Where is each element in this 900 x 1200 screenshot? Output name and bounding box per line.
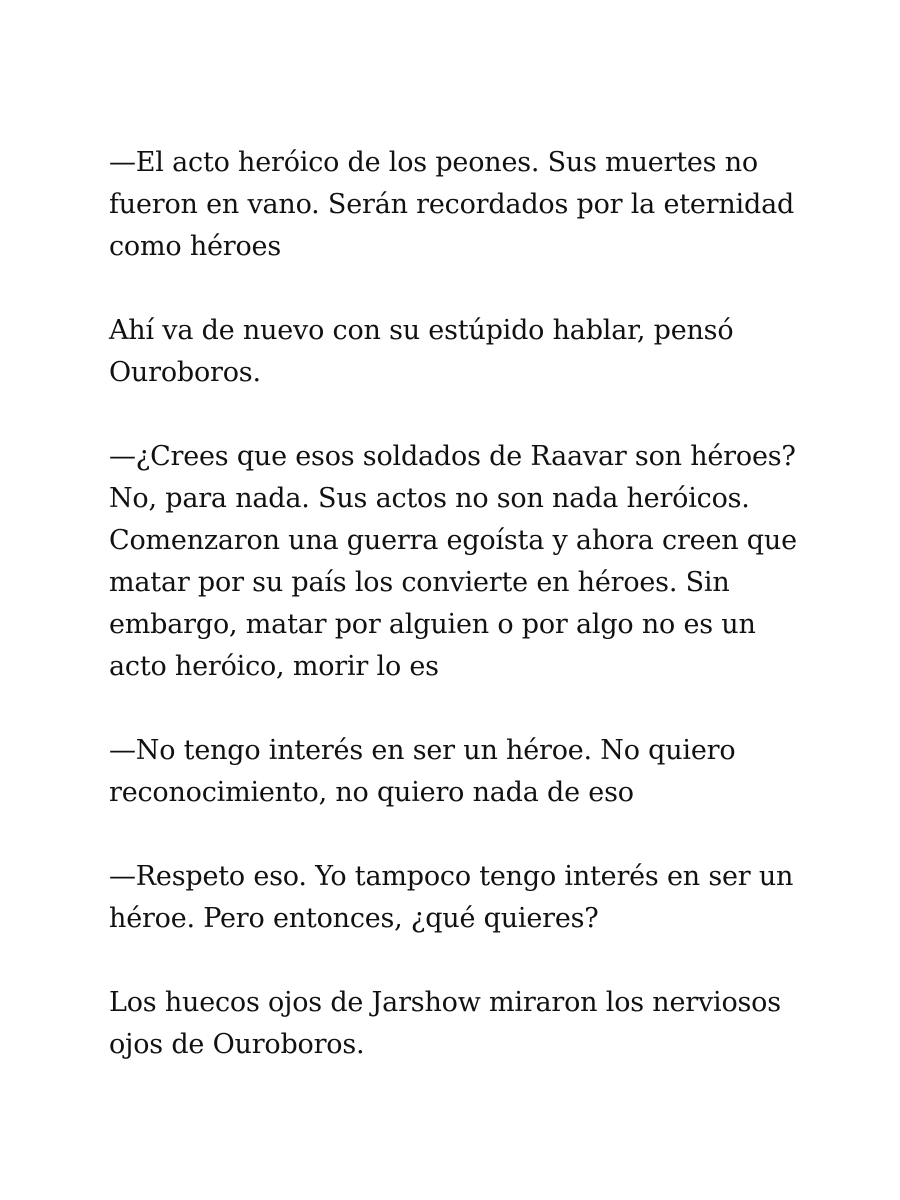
paragraph-jarshow-eyes: Los huecos ojos de Jarshow miraron los nerviosos ojos de Ouroboros. bbox=[109, 987, 781, 1060]
paragraph-dialogue-respect: —Respeto eso. Yo tampoco tengo interés en ser un héroe. Pero entonces, ¿qué quieres? bbox=[109, 861, 794, 934]
document-page bbox=[109, 142, 809, 1066]
paragraph-dialogue-peones: —El acto heróico de los peones. Sus muertes no fueron en vano. Serán recordados por la eternidad como héroes bbox=[109, 147, 795, 262]
paragraph-ouroboros-thought: Ahí va de nuevo con su estúpido hablar, pensó Ouroboros. bbox=[109, 315, 734, 388]
paragraph-dialogue-no-interest: —No tengo interés en ser un héroe. No quiero reconocimiento, no quiero nada de eso bbox=[109, 735, 736, 808]
paragraph-dialogue-raavar: —¿Crees que esos soldados de Raavar son héroes? No, para nada. Sus actos no son nada heróicos. Comenzaron una guerra egoísta y ahora creen que matar por su país los convierte en héroes. Sin embargo, matar por alguien o por algo no es un acto heróico, morir lo es bbox=[109, 441, 797, 682]
